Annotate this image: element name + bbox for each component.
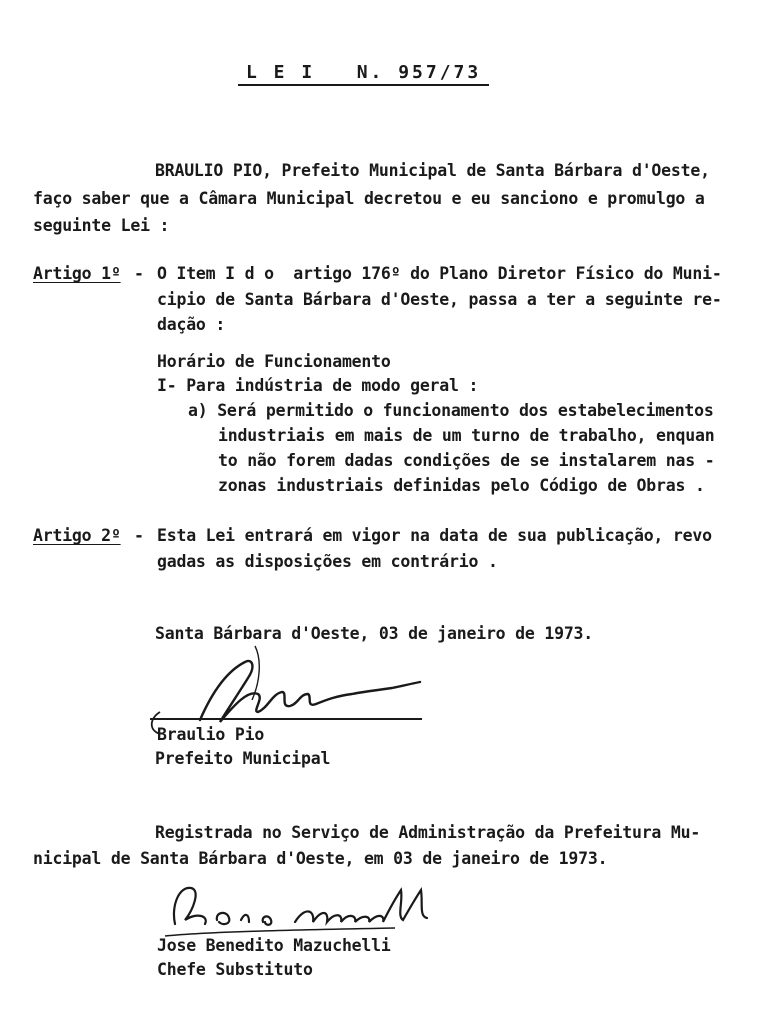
intro-line-1: BRAULIO PIO, Prefeito Municipal de Santa Bárbara d'Oeste, (155, 161, 710, 180)
artigo-1-item: I- Para indústria de modo geral : (157, 376, 479, 395)
intro-line-3: seguinte Lei : (33, 216, 170, 235)
signer-1-role: Prefeito Municipal (155, 749, 331, 768)
artigo-2-line-1: Esta Lei entrará em vigor na data de sua publicação, revo (157, 526, 712, 545)
law-title: L E I N. 957/73 (238, 62, 489, 86)
date-line: Santa Bárbara d'Oeste, 03 de janeiro de 1973. (155, 624, 594, 643)
artigo-1-sub-4: zonas industriais definidas pelo Código de Obras . (218, 476, 705, 495)
artigo-1-line-3: dação : (157, 315, 226, 334)
artigo-2-dash: - (134, 526, 144, 545)
artigo-1-sub-1: a) Será permitido o funcionamento dos estabelecimentos (188, 401, 714, 420)
registration-line-2: nicipal de Santa Bárbara d'Oeste, em 03 de janeiro de 1973. (33, 849, 608, 868)
registration-line-1: Registrada no Serviço de Administração da Prefeitura Mu- (155, 823, 701, 842)
artigo-1-sub-3: to não forem dadas condições de se instalarem nas - (218, 451, 715, 470)
artigo-1-line-2: cipio de Santa Bárbara d'Oeste, passa a ter a seguinte re- (157, 290, 722, 309)
intro-line-2: faço saber que a Câmara Municipal decretou e eu sanciono e promulgo a (33, 189, 705, 208)
signer-2-role: Chefe Substituto (157, 960, 313, 979)
artigo-1-sub-2: industriais em mais de um turno de trabalho, enquan (218, 426, 715, 445)
artigo-1-heading: Horário de Funcionamento (157, 352, 391, 371)
artigo-1-line-1: O Item I d o artigo 176º do Plano Diretor Físico do Muni- (157, 264, 722, 283)
artigo-2-label: Artigo 2º (33, 526, 121, 545)
signer-2-name: Jose Benedito Mazuchelli (157, 936, 391, 955)
artigo-2-line-2: gadas as disposições em contrário . (157, 552, 498, 571)
artigo-1-label: Artigo 1º (33, 264, 121, 283)
artigo-1-dash: - (134, 264, 144, 283)
signer-1-name: Braulio Pio (157, 725, 265, 744)
signature-1-line (150, 718, 422, 720)
